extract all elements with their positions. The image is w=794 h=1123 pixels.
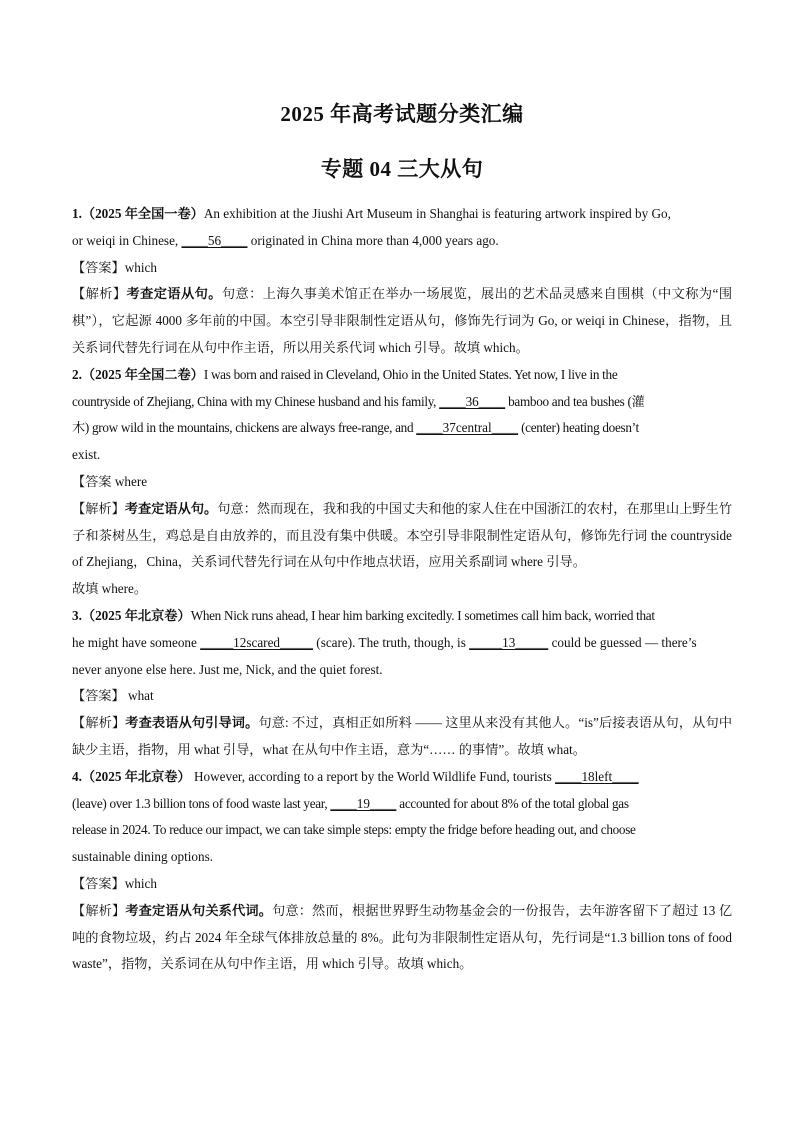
answer-blank: _____12scared_____ [200, 634, 313, 650]
analysis-text: 【解析】考查表语从句引导词。句意: 不过，真相正如所料 —— 这里从来没有其他人。“is”后接表语从句，从句中缺少主语，指物，用 what 引导，what 在从句中作主语，意为“…… 的事情”。故填 what。 [72, 715, 733, 757]
question-list [72, 201, 732, 978]
answer-value: where [114, 473, 148, 489]
analysis-text: 【解析】考查定语从句。句意：然而现在，我和我的中国丈夫和他的家人住在中国浙江的农村，在那里山上野生竹子和茶树丛生，鸡总是自由放养的，而且没有集中供暖。本空引导非限制性定语从句，修饰先行词 the countryside of Zhejiang，China，关系词代替先行词在从句中作地点状语，应用关系副词 where 引导。 故填 where。 [72, 500, 733, 597]
question-number: 3. [72, 607, 82, 623]
question-number: 2. [72, 366, 82, 382]
document-subtitle: 专题 04 三大从句 [320, 157, 484, 181]
answer-value: which [124, 875, 157, 891]
document-title: 2025 年高考试题分类汇编 [280, 102, 524, 126]
question-number: 1. [72, 206, 82, 221]
answer-blank: ____36____ [439, 393, 506, 409]
answer-blank: ____56____ [181, 232, 248, 248]
answer-blank: ____19____ [330, 795, 397, 811]
analysis-text: 【解析】考查定语从句。句意：上海久事美术馆正在举办一场展览，展出的艺术品灵感来自围棋（中文称为“围棋”），它起源 4000 多年前的中国。本空引导非限制性定语从句，修饰先行词为 Go, or weiqi in Chinese，指物，且关系词代替先行词在从句中作主语，所以用关系代词 which 引导。故填 which。 [72, 286, 733, 355]
question-number: 4. [72, 768, 82, 784]
answer-blank: _____13_____ [469, 634, 549, 650]
answer-blank: ____18left____ [555, 768, 639, 784]
question-text: 3.（2025 年北京卷）When Nick runs ahead, I hear him barking excitedly. I sometimes call him back, worried that he might have someone _____12scared_____ (scare). The truth, though, is _____13_____ could be guessed — there’s never anyone else here. Just me, Nick, and the quiet forest. [72, 607, 697, 677]
question-text: 2.（2025 年全国二卷）I was born and raised in Cleveland, Ohio in the United States. Yet now, I live in the countryside of Zhejiang, China with my Chinese husband and his family, ____36____ bamboo and tea bushes (灌 木) grow wild in the mountains, chickens are always free-range, and ____37central____ (center) heating doesn’t exist. [72, 366, 645, 463]
answer-line: 【答案】 what [72, 688, 154, 704]
question-1 [72, 201, 732, 362]
answer-line: 【答案】which [72, 875, 157, 891]
answer-blank: ____37central____ [416, 420, 519, 436]
question-3 [72, 603, 732, 764]
analysis-text: 【解析】考查定语从句关系代词。句意：然而，根据世界野生动物基金会的一份报告，去年游客留下了超过 13 亿吨的食物垃圾，约占 2024 年全球气体排放总量的 8%。此句为非限制性定语从句，先行词是“1.3 billion tons of food waste”，指物，关系词在从句中作主语，用 which 引导。故填 which。 [72, 902, 733, 972]
answer-value: which [124, 259, 157, 275]
question-2 [72, 362, 732, 603]
question-text: 4.（2025 年北京卷） However, according to a report by the World Wildlife Fund, tourists ____18left____ (leave) over 1.3 billion tons of food waste last year, ____19____ accounted for about 8% of the total global gas release in 2024. To reduce our impact, we can take simple steps: empty the fridge before heading out, and choose sustainable dining options. [72, 768, 639, 865]
question-source: （2025 年全国一卷） [81, 206, 204, 221]
question-4 [72, 764, 732, 978]
question-source: （2025 年北京卷） [81, 607, 191, 623]
question-source: （2025 年全国二卷） [81, 366, 204, 382]
answer-value: what [124, 688, 154, 704]
question-source: （2025 年北京卷） [81, 768, 191, 784]
answer-line: 【答案 where [72, 473, 148, 489]
answer-line: 【答案】which [72, 259, 157, 275]
question-text: 1.（2025 年全国一卷）An exhibition at the Jiushi Art Museum in Shanghai is featuring artwork inspired by Go, or weiqi in Chinese, ____56____ originated in China more than 4,000 years ago. [72, 206, 671, 248]
